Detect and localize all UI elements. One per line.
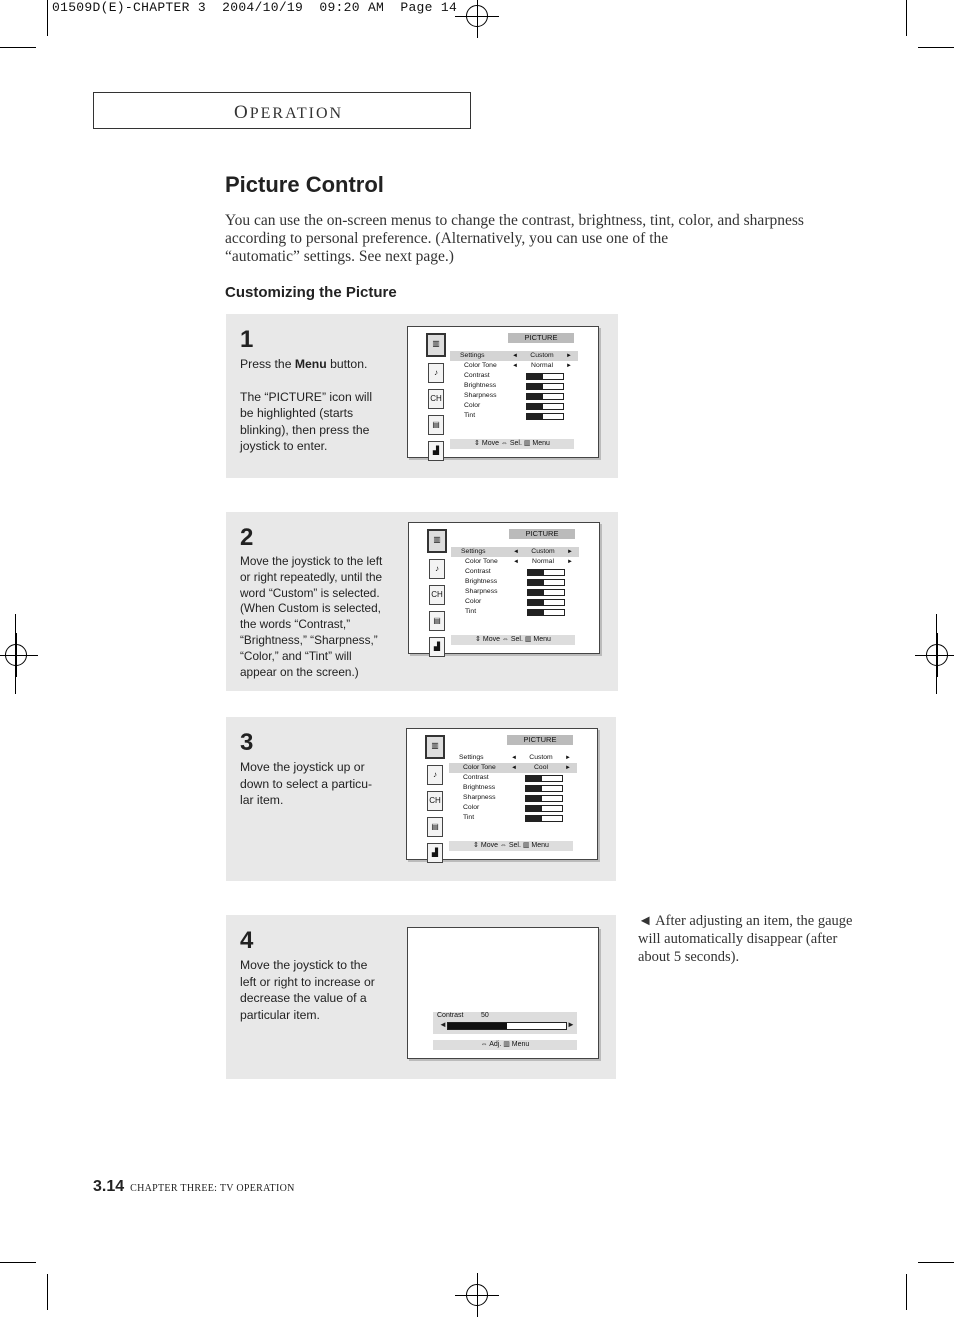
crop-mark <box>936 614 937 694</box>
step-4-panel <box>226 915 616 1079</box>
menu-header: PICTURE <box>508 333 574 343</box>
sound-icon: ♪ <box>427 765 443 785</box>
gauge-bar <box>447 1022 567 1030</box>
tv-menu-screen <box>406 728 598 860</box>
menu-area <box>449 735 577 823</box>
menu-row-settings: Settings ◄ Custom ► <box>451 547 579 557</box>
menu-icon-column <box>428 333 446 467</box>
menu-row-sharpness: Sharpness <box>449 793 577 803</box>
step-instructions: Move the joystick up or down to select a particu- lar item. <box>240 760 373 807</box>
step-number: 3 <box>240 729 254 756</box>
section-label: OPERATION <box>234 102 344 123</box>
gauge-value: 50 <box>481 1012 489 1019</box>
page-folio <box>93 1178 295 1196</box>
page-number: 3.14 <box>93 1178 125 1195</box>
sound-icon: ♪ <box>428 363 444 383</box>
menu-row-brightness: Brightness <box>450 381 578 391</box>
menu-row-color: Color <box>450 401 578 411</box>
menu-row-sharpness: Sharpness <box>451 587 579 597</box>
setup-icon: ▤ <box>427 817 443 837</box>
menu-footer: ⇕ Move ⇔ Sel. ▥ Menu <box>449 841 573 851</box>
crop-mark <box>0 47 36 48</box>
page-title: Picture Control <box>225 172 384 197</box>
contrast-gauge <box>433 1012 577 1034</box>
menu-row-tint: Tint <box>451 607 579 617</box>
menu-area <box>451 529 579 617</box>
input-icon: ▟ <box>428 441 444 461</box>
crop-mark <box>15 614 16 694</box>
menu-header: PICTURE <box>509 529 575 539</box>
menu-row-contrast: Contrast <box>449 773 577 783</box>
picture-icon: ▥ <box>425 735 445 759</box>
menu-row-color-tone: Color Tone ◄ Cool ► <box>449 763 577 773</box>
sound-icon: ♪ <box>429 559 445 579</box>
input-icon: ▟ <box>427 843 443 863</box>
step-instructions: Move the joystick to the left or right to increase or decrease the value of a particular item. <box>240 958 375 1022</box>
menu-row-settings: Settings ◄ Custom ► <box>450 351 578 361</box>
section-header-box <box>93 92 471 129</box>
step-number: 1 <box>240 326 254 353</box>
menu-area <box>450 333 578 421</box>
picture-icon: ▥ <box>427 529 447 553</box>
crop-mark <box>918 1262 954 1263</box>
side-note: ◄ After adjusting an item, the gauge will automatically disappear (after about 5 seconds). <box>638 913 853 965</box>
tv-menu-screen <box>408 522 600 654</box>
menu-row-color: Color <box>451 597 579 607</box>
menu-footer: ⇕ Move ⇔ Sel. ▥ Menu <box>450 439 574 449</box>
tv-gauge-screen <box>407 927 599 1059</box>
channel-icon: CH <box>429 585 445 605</box>
intro-paragraph: You can use the on-screen menus to change the contrast, brightness, tint, color, and sharpness according to personal preference. (Alternatively, you can use one of the “automatic” settings. See next page.) <box>225 212 804 265</box>
tv-menu-screen <box>407 326 599 458</box>
registration-mark <box>926 644 948 666</box>
menu-row-sharpness: Sharpness <box>450 391 578 401</box>
step-instructions: Move the joystick to the left or right repeatedly, until the word “Custom” is selected. (When Custom is selected, the words “Contrast,” “Brightness,” “Sharpness,” “Color,” and “Tint” will appear on the screen.) <box>240 554 383 679</box>
crop-mark <box>918 47 954 48</box>
menu-row-color: Color <box>449 803 577 813</box>
subheading: Customizing the Picture <box>225 284 397 301</box>
menu-row-brightness: Brightness <box>449 783 577 793</box>
menu-footer: ⇕ Move ⇔ Sel. ▥ Menu <box>451 635 575 645</box>
crop-mark <box>906 1274 907 1310</box>
step-number: 4 <box>240 927 254 954</box>
step-2-panel <box>226 512 618 691</box>
setup-icon: ▤ <box>429 611 445 631</box>
menu-row-settings: Settings ◄ Custom ► <box>459 754 571 761</box>
crop-mark <box>47 0 48 36</box>
step-1-panel <box>226 314 618 478</box>
input-icon: ▟ <box>429 637 445 657</box>
right-arrow-icon: ► <box>567 1020 575 1029</box>
menu-row-color-tone: Color Tone ◄ Normal ► <box>464 362 572 369</box>
print-slug: 01509D(E)-CHAPTER 3 2004/10/19 09:20 AM Page 14 <box>52 0 458 15</box>
gauge-footer: ⇔ Adj. ▥ Menu <box>433 1040 577 1050</box>
crop-mark <box>47 1274 48 1310</box>
crop-mark <box>906 0 907 36</box>
step-3-panel <box>226 717 616 881</box>
menu-row-color-tone: Color Tone ◄ Normal ► <box>465 558 573 565</box>
registration-mark <box>5 644 27 666</box>
left-arrow-icon: ◄ <box>439 1020 447 1029</box>
menu-header: PICTURE <box>507 735 573 745</box>
menu-row-brightness: Brightness <box>451 577 579 587</box>
channel-icon: CH <box>428 389 444 409</box>
crop-mark <box>0 1262 36 1263</box>
menu-row-contrast: Contrast <box>451 567 579 577</box>
channel-icon: CH <box>427 791 443 811</box>
step-number: 2 <box>240 524 254 551</box>
chapter-title: CHAPTER THREE: TV OPERATION <box>130 1183 295 1194</box>
gauge-label: Contrast <box>437 1012 464 1019</box>
menu-row-contrast: Contrast <box>450 371 578 381</box>
picture-icon: ▥ <box>426 333 446 357</box>
registration-mark <box>466 5 488 27</box>
menu-icon-column <box>429 529 447 663</box>
menu-row-tint: Tint <box>449 813 577 823</box>
menu-icon-column <box>427 735 445 869</box>
menu-row-tint: Tint <box>450 411 578 421</box>
setup-icon: ▤ <box>428 415 444 435</box>
registration-mark <box>466 1284 488 1306</box>
step-instructions: Press the Menu button. The “PICTURE” icon will be highlighted (starts blinking), then press the joystick to enter. <box>240 357 373 453</box>
